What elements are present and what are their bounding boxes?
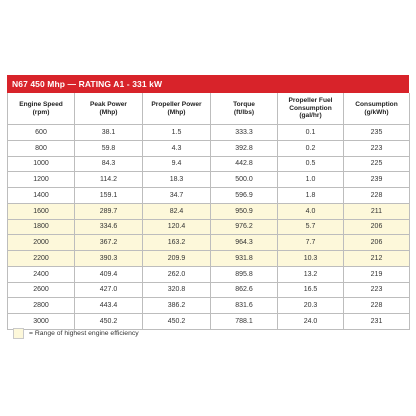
cell-consumption: 239 <box>344 172 410 188</box>
cell-engine-speed: 2600 <box>8 282 75 298</box>
cell-fuel-consumption: 1.0 <box>278 172 344 188</box>
header-engine-speed: Engine Speed (rpm) <box>8 93 75 125</box>
cell-peak-power: 114.2 <box>75 172 143 188</box>
cell-peak-power: 59.8 <box>75 140 143 156</box>
table-row <box>8 235 410 251</box>
cell-propeller-power: 386.2 <box>143 298 211 314</box>
cell-peak-power: 334.6 <box>75 219 143 235</box>
cell-consumption: 231 <box>344 314 410 330</box>
cell-fuel-consumption: 16.5 <box>278 282 344 298</box>
cell-engine-speed: 1600 <box>8 203 75 219</box>
cell-torque: 931.8 <box>211 251 278 267</box>
cell-torque: 976.2 <box>211 219 278 235</box>
cell-peak-power: 84.3 <box>75 156 143 172</box>
cell-peak-power: 390.3 <box>75 251 143 267</box>
spec-table-panel <box>7 75 409 330</box>
cell-engine-speed: 2000 <box>8 235 75 251</box>
cell-torque: 950.9 <box>211 203 278 219</box>
cell-torque: 596.9 <box>211 188 278 204</box>
cell-torque: 392.8 <box>211 140 278 156</box>
cell-propeller-power: 163.2 <box>143 235 211 251</box>
cell-consumption: 228 <box>344 298 410 314</box>
legend-swatch <box>13 328 24 339</box>
header-consumption: Consumption (g/kWh) <box>344 93 410 125</box>
cell-consumption: 212 <box>344 251 410 267</box>
cell-consumption: 223 <box>344 140 410 156</box>
cell-torque: 831.6 <box>211 298 278 314</box>
cell-engine-speed: 2200 <box>8 251 75 267</box>
cell-peak-power: 367.2 <box>75 235 143 251</box>
table-row <box>8 188 410 204</box>
cell-engine-speed: 1200 <box>8 172 75 188</box>
cell-fuel-consumption: 1.8 <box>278 188 344 204</box>
cell-engine-speed: 600 <box>8 125 75 141</box>
cell-fuel-consumption: 13.2 <box>278 266 344 282</box>
cell-propeller-power: 262.0 <box>143 266 211 282</box>
header-propeller-power: Propeller Power (Mhp) <box>143 93 211 125</box>
cell-propeller-power: 450.2 <box>143 314 211 330</box>
cell-fuel-consumption: 24.0 <box>278 314 344 330</box>
table-title: N67 450 Mhp — RATING A1 - 331 kW <box>7 75 409 93</box>
cell-torque: 895.8 <box>211 266 278 282</box>
cell-propeller-power: 34.7 <box>143 188 211 204</box>
table-row <box>8 298 410 314</box>
cell-engine-speed: 3000 <box>8 314 75 330</box>
cell-propeller-power: 1.5 <box>143 125 211 141</box>
header-torque: Torque (ft/lbs) <box>211 93 278 125</box>
cell-fuel-consumption: 5.7 <box>278 219 344 235</box>
header-peak-power: Peak Power (Mhp) <box>75 93 143 125</box>
header-row <box>8 93 410 125</box>
cell-fuel-consumption: 4.0 <box>278 203 344 219</box>
cell-consumption: 206 <box>344 219 410 235</box>
cell-peak-power: 289.7 <box>75 203 143 219</box>
table-row <box>8 156 410 172</box>
cell-torque: 964.3 <box>211 235 278 251</box>
table-row <box>8 203 410 219</box>
cell-fuel-consumption: 0.2 <box>278 140 344 156</box>
cell-fuel-consumption: 7.7 <box>278 235 344 251</box>
table-row <box>8 282 410 298</box>
cell-consumption: 228 <box>344 188 410 204</box>
cell-peak-power: 443.4 <box>75 298 143 314</box>
cell-fuel-consumption: 10.3 <box>278 251 344 267</box>
cell-engine-speed: 2800 <box>8 298 75 314</box>
cell-fuel-consumption: 0.5 <box>278 156 344 172</box>
cell-peak-power: 159.1 <box>75 188 143 204</box>
cell-propeller-power: 209.9 <box>143 251 211 267</box>
cell-torque: 442.8 <box>211 156 278 172</box>
cell-propeller-power: 120.4 <box>143 219 211 235</box>
cell-fuel-consumption: 0.1 <box>278 125 344 141</box>
cell-propeller-power: 18.3 <box>143 172 211 188</box>
table-row <box>8 140 410 156</box>
header-fuel-consumption: Propeller Fuel Consumption (gal/hr) <box>278 93 344 125</box>
cell-propeller-power: 320.8 <box>143 282 211 298</box>
table-row <box>8 266 410 282</box>
cell-propeller-power: 82.4 <box>143 203 211 219</box>
cell-consumption: 223 <box>344 282 410 298</box>
cell-engine-speed: 2400 <box>8 266 75 282</box>
cell-propeller-power: 4.3 <box>143 140 211 156</box>
table-row <box>8 172 410 188</box>
cell-engine-speed: 1400 <box>8 188 75 204</box>
cell-consumption: 235 <box>344 125 410 141</box>
cell-torque: 862.6 <box>211 282 278 298</box>
cell-torque: 333.3 <box>211 125 278 141</box>
cell-consumption: 206 <box>344 235 410 251</box>
cell-engine-speed: 1000 <box>8 156 75 172</box>
legend <box>13 328 139 339</box>
table-row <box>8 251 410 267</box>
cell-consumption: 225 <box>344 156 410 172</box>
cell-torque: 788.1 <box>211 314 278 330</box>
cell-propeller-power: 9.4 <box>143 156 211 172</box>
cell-peak-power: 427.0 <box>75 282 143 298</box>
cell-consumption: 211 <box>344 203 410 219</box>
cell-peak-power: 38.1 <box>75 125 143 141</box>
legend-text: = Range of highest engine efficiency <box>29 330 139 337</box>
table-row <box>8 125 410 141</box>
cell-fuel-consumption: 20.3 <box>278 298 344 314</box>
table-row <box>8 314 410 330</box>
cell-peak-power: 409.4 <box>75 266 143 282</box>
cell-consumption: 219 <box>344 266 410 282</box>
cell-torque: 500.0 <box>211 172 278 188</box>
cell-engine-speed: 1800 <box>8 219 75 235</box>
cell-peak-power: 450.2 <box>75 314 143 330</box>
performance-table <box>7 93 410 330</box>
cell-engine-speed: 800 <box>8 140 75 156</box>
table-row <box>8 219 410 235</box>
